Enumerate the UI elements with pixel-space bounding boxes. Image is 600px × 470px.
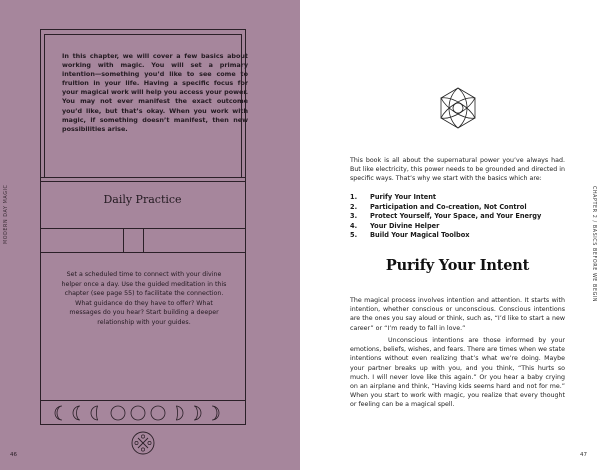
frame-inner-top (44, 34, 242, 35)
frame-inner-left (44, 34, 45, 177)
list-item (350, 193, 565, 203)
page-number-left: 46 (10, 452, 17, 458)
running-head-right: CHAPTER 2 / BASICS BEFORE WE BEGIN (591, 186, 596, 303)
frame-outer-left (40, 29, 41, 425)
list-item-text: Build Your Magical Toolbox (370, 231, 470, 240)
chapter-intro-text: In this chapter, we will cover a few basics about working with magic. You will set a primary intention—something you’d like to see come to fruition in your life. Having a specific focus for your magical work will help you access your power. You may not ever manifest the exact outcome you’d like, but that’s okay. When you work with magic, if something doesn’t manifest, then new possibilities arise. (62, 52, 248, 133)
frame-top (40, 29, 246, 30)
crossed-circle-icon (130, 430, 156, 456)
list-item (350, 212, 565, 222)
list-item-number: 5. (350, 231, 358, 240)
list-item-number: 2. (350, 202, 358, 211)
list-item-text: Participation and Co-creation, Not Control (370, 202, 527, 211)
hexagon-flower-icon (438, 86, 478, 130)
list-item-text: Your Divine Helper (370, 221, 440, 230)
frame-bottom (40, 424, 246, 425)
frame-divider-b (143, 228, 144, 252)
daily-practice-title: Daily Practice (103, 193, 182, 206)
list-item-text: Protect Yourself, Your Space, and Your Energy (370, 212, 542, 221)
list-item (350, 203, 565, 213)
body-paragraph-1: The magical process involves intention and attention. It starts with intention, whether conscious or unconscious. Conscious intentions are the ones you say aloud or think, such as, “I’d like to start a new career” or “I’m ready to fall in love.” (350, 297, 565, 332)
page-number-right: 47 (580, 452, 587, 458)
list-item-number: 3. (350, 212, 358, 221)
frame-rule-5 (40, 400, 246, 401)
frame-divider-a (123, 228, 124, 252)
basics-intro-text: This book is all about the supernatural power you’ve always had. But like electricity, this power needs to be grounded and directed in specific ways. That’s why we start with the basics which are: (350, 157, 565, 183)
body-paragraph-2: Unconscious intentions are those informed by your emotions, beliefs, wishes, and fears. There are times when we state intentions without even realizing that’s what we’re doing. Maybe your partner breaks up with you, and you think, “This hurts so much. I will never love like this again.” Or you hear a baby crying on an airplane and think, “Having kids seems hard and not for me.” When you start to work with magic, you realize that every thought or feeling can be a magical spell. (350, 337, 565, 409)
moon-phases-icon (40, 402, 245, 424)
list-item (350, 231, 565, 241)
list-item-text: Purify Your Intent (370, 193, 437, 201)
list-item-number: 1. (350, 193, 358, 201)
list-item (350, 222, 565, 232)
frame-rule-2 (40, 181, 246, 182)
basics-list (350, 193, 565, 241)
frame-rule-4 (40, 252, 246, 253)
running-head-left: MODERN DAY MAGIC (4, 184, 9, 244)
list-item-number: 4. (350, 221, 358, 230)
section-title: Purify Your Intent (385, 257, 530, 274)
daily-practice-text: Set a scheduled time to connect with your divine helper once a day. Use the guided meditation in this chapter (see page 55) to facilitate the connection. What guidance do they have to offer? What messages do you hear? Start building a deeper relationship with your guides. (61, 271, 227, 326)
frame-rule-1 (40, 177, 246, 178)
